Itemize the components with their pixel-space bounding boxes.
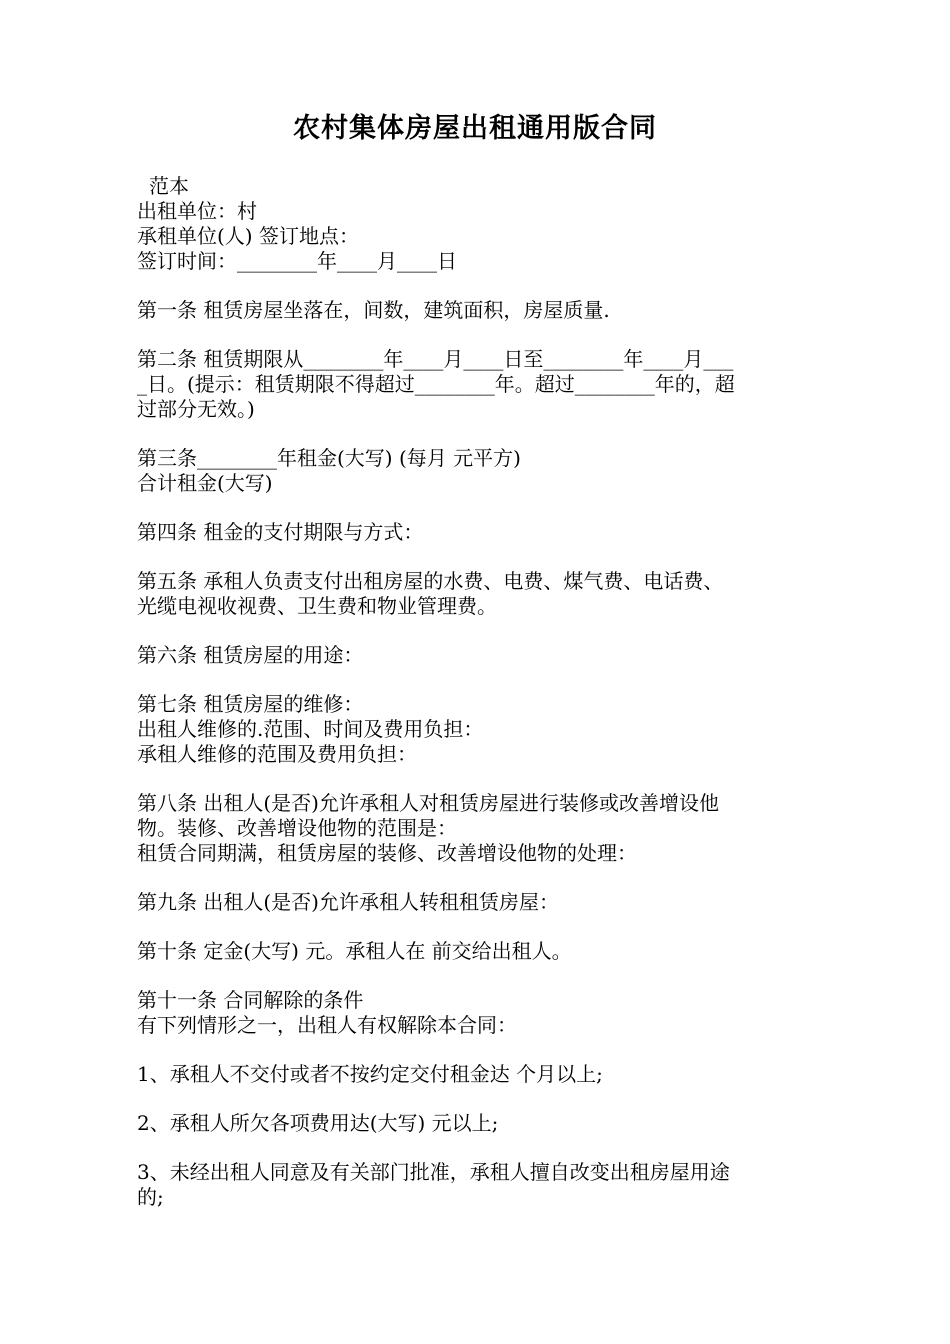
lessor-unit: 出租单位：村	[137, 199, 257, 223]
clause-line: 出租人维修的.范围、时间及费用负担：	[137, 717, 484, 741]
signing-date: 签订时间：________年____月____日	[137, 249, 457, 273]
clause-line: 第七条 租赁房屋的维修：	[137, 692, 364, 716]
clause-line: 承租人维修的范围及费用负担：	[137, 742, 417, 766]
condition-3	[137, 1160, 817, 1210]
clause-line: 第九条 出租人(是否)允许承租人转租租赁房屋：	[137, 890, 559, 914]
clause-6	[137, 643, 817, 668]
clause-line: 3、未经出租人同意及有关部门批准，承租人擅自改变出租房屋用途	[137, 1160, 730, 1184]
header-block	[137, 174, 817, 274]
clause-line: 物。装修、改善增设他物的范围是：	[137, 816, 457, 840]
clause-line: 第四条 租金的支付期限与方式：	[137, 520, 424, 544]
clause-line: 第二条 租赁期限从________年____月____日至________年____月___	[137, 347, 734, 371]
clause-line: 的;	[137, 1185, 164, 1209]
clause-7	[137, 692, 817, 767]
clause-line: 光缆电视收视费、卫生费和物业管理费。	[137, 594, 497, 618]
condition-1	[137, 1062, 817, 1087]
document-title: 农村集体房屋出租通用版合同	[293, 113, 657, 144]
clause-3	[137, 446, 817, 496]
clause-line: 租赁合同期满，租赁房屋的装修、改善增设他物的处理：	[137, 841, 637, 865]
clause-line: 1、承租人不交付或者不按约定交付租金达 个月以上;	[137, 1062, 603, 1086]
condition-2	[137, 1111, 817, 1136]
clause-line: 第十一条 合同解除的条件	[137, 988, 364, 1012]
clause-line: 第六条 租赁房屋的用途：	[137, 643, 364, 667]
clause-9	[137, 890, 817, 915]
clause-4	[137, 520, 817, 545]
document-body	[137, 174, 817, 1210]
clause-2	[137, 347, 817, 422]
clause-line: 过部分无效。)	[137, 397, 255, 421]
clause-line: 第五条 承租人负责支付出租房屋的水费、电费、煤气费、电话费、	[137, 569, 724, 593]
clause-11	[137, 988, 817, 1038]
clause-line: 有下列情形之一，出租人有权解除本合同：	[137, 1013, 517, 1037]
clause-line: 合计租金(大写)	[137, 471, 273, 495]
clause-10	[137, 939, 817, 964]
template-label: 范本	[149, 174, 189, 198]
clause-8	[137, 791, 817, 866]
clause-line: 第八条 出租人(是否)允许承租人对租赁房屋进行装修或改善增设他	[137, 791, 719, 815]
clause-line: 第一条 租赁房屋坐落在，间数，建筑面积，房屋质量.	[137, 298, 610, 322]
clause-line: _日。(提示：租赁期限不得超过________年。超过________年的，超	[137, 372, 735, 396]
clause-line: 2、承租人所欠各项费用达(大写) 元以上;	[137, 1111, 499, 1135]
clause-5	[137, 569, 817, 619]
lessee-unit-and-place: 承租单位(人) 签订地点：	[137, 224, 359, 248]
clause-1	[137, 298, 817, 323]
clause-line: 第十条 定金(大写) 元。承租人在 前交给出租人。	[137, 939, 572, 963]
clause-line: 第三条________年租金(大写) (每月 元平方)	[137, 446, 521, 470]
